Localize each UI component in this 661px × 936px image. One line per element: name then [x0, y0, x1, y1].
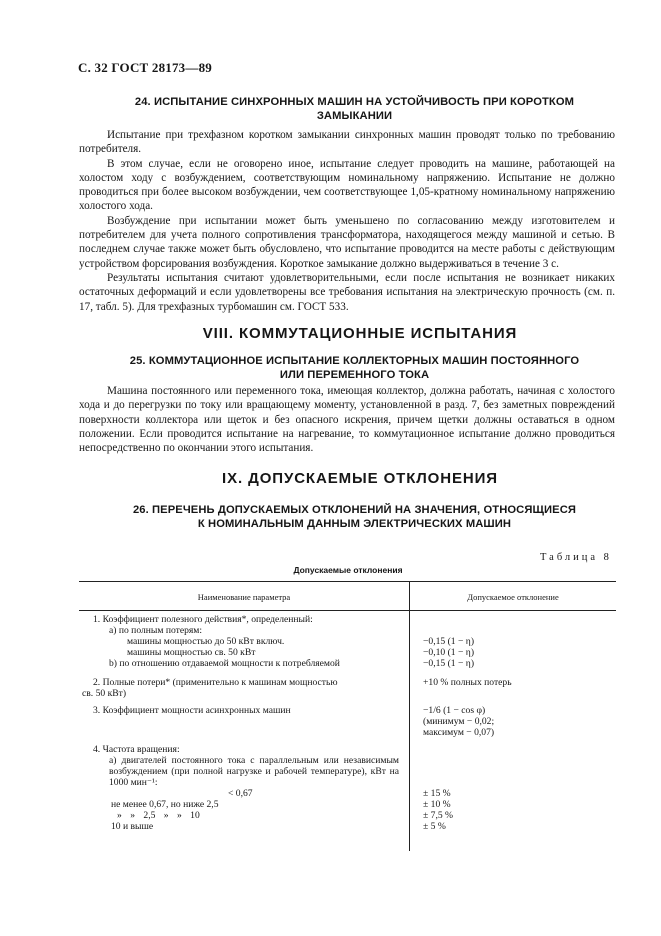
row-2-line-1: 2. Полные потери* (применительно к машинам мощностью	[93, 677, 338, 688]
section-26-title	[92, 503, 617, 531]
section-24-paragraph-4: Результаты испытания считают удовлетворительными, если после испытания не возникает никаких остаточных деформаций и если удовлетворены все требования испытания на электрическую прочность (см. п. 17, табл. 5). Для трехфазных турбомашин см. ГОСТ 533.	[79, 271, 615, 313]
section-25-title-line2: ИЛИ ПЕРЕМЕННОГО ТОКА	[279, 369, 430, 381]
table-row-1-parameter	[93, 615, 340, 670]
table-row-1-deviation	[423, 637, 474, 670]
row-4-value-4: ± 5 %	[423, 820, 446, 832]
row-4-line-2: а) двигателей постоянного тока с параллельным или независимым возбуждением (при полной нагрузке и рабочей температуре), кВт на 1000 мин⁻¹:	[109, 755, 399, 788]
row-1-line-4: машины мощностью св. 50 кВт	[127, 646, 256, 658]
row-2-line-2: св. 50 кВт)	[82, 687, 127, 699]
section-24-title-line2: ЗАМЫКАНИИ	[316, 110, 393, 122]
chapter-9-title: IX. ДОПУСКАЕМЫЕ ОТКЛОНЕНИЯ	[222, 470, 498, 487]
section-24-body	[79, 128, 615, 314]
row-4-line-5: » » 2,5 » » 10	[117, 809, 200, 821]
section-24-title-line1: 24. ИСПЫТАНИЕ СИНХРОННЫХ МАШИН НА УСТОЙЧИВОСТЬ ПРИ КОРОТКОМ	[134, 96, 575, 108]
row-3-line-1: 3. Коэффициент мощности асинхронных машин	[93, 705, 291, 716]
row-3-value-2: (минимум − 0,02;	[423, 715, 495, 727]
table-row-3-parameter	[93, 706, 291, 717]
row-1-line-1: 1. Коэффициент полезного действия*, определенный:	[93, 614, 313, 625]
table-row-2-deviation	[423, 678, 512, 689]
table-row-4-subitem-a	[109, 756, 399, 789]
row-4-value-3: ± 7,5 %	[423, 809, 454, 821]
row-1-value-3: −0,15 (1 − η)	[423, 657, 475, 669]
table-header-rule	[79, 610, 616, 611]
row-3-value-3: максимум − 0,07)	[423, 726, 495, 738]
table-header-deviation: Допускаемое отклонение	[467, 592, 559, 602]
row-4-value-2: ± 10 %	[423, 798, 451, 810]
section-25-paragraph-1: Машина постоянного или переменного тока, имеющая коллектор, должна работать, начиная с холостого хода и до перегрузки по току или вращающему моменту, установленной в разд. 7, без заметных повреждений поверхности коллектора или щеток и без опасного искрения, причем щетки должны оставаться в одном положении. Если проводится испытание на нагревание, то коммутационное испытание должно проводиться непосредственно по окончании этого испытания.	[79, 385, 615, 455]
row-2-value-1: +10 % полных потерь	[423, 677, 512, 688]
section-24-title	[92, 95, 617, 123]
section-25-title	[92, 354, 617, 382]
row-1-line-5: b) по отношению отдаваемой мощности к потребляемой	[109, 657, 340, 669]
section-25-body	[79, 384, 615, 455]
section-24-paragraph-3: Возбуждение при испытании может быть уменьшено по согласованию между изготовителем и потребителем для учета полного сопротивления трансформатора, находящегося между машиной и сетью. В последнем случае также может быть обусловлено, что испытание проводится на месте работы с действующим устройством форсирования возбуждения. Короткое замыкание должно выдерживаться в течение 3 с.	[79, 214, 615, 270]
row-4-line-1: 4. Частота вращения:	[93, 744, 180, 755]
page-header: С. 32 ГОСТ 28173—89	[78, 60, 212, 75]
section-24-paragraph-1: Испытание при трехфазном коротком замыкании синхронных машин проводят только по требованию потребителя.	[79, 129, 615, 156]
row-4-line-3: < 0,67	[228, 788, 253, 799]
row-1-value-1: −0,15 (1 − η)	[423, 636, 475, 647]
table-title: Допускаемые отклонения	[293, 565, 403, 575]
row-1-value-2: −0,10 (1 − η)	[423, 646, 475, 658]
row-1-line-3: машины мощностью до 50 кВт включ.	[127, 635, 285, 647]
row-1-line-2: а) по полным потерям:	[109, 624, 203, 636]
section-26-title-line1: 26. ПЕРЕЧЕНЬ ДОПУСКАЕМЫХ ОТКЛОНЕНИЙ НА ЗНАЧЕНИЯ, ОТНОСЯЩИЕСЯ	[132, 504, 577, 516]
section-26-title-line2: К НОМИНАЛЬНЫМ ДАННЫМ ЭЛЕКТРИЧЕСКИХ МАШИН	[197, 518, 512, 530]
row-4-value-1: ± 15 %	[423, 788, 451, 799]
table-row-4-deviation	[423, 789, 453, 833]
table-column-divider	[409, 581, 410, 851]
section-25-title-line1: 25. КОММУТАЦИОННОЕ ИСПЫТАНИЕ КОЛЛЕКТОРНЫХ МАШИН ПОСТОЯННОГО	[129, 355, 580, 367]
row-3-value-1: −1/6 (1 − cos φ)	[423, 705, 486, 716]
table-top-rule	[79, 581, 616, 582]
section-24-paragraph-2: В этом случае, если не оговорено иное, испытание следует проводить на машине, работающей на холостом ходу с возбуждением, соответствующим номинальному напряжению. Испытание не должно проводиться при более высоком возбуждении, чем соответствующее 1,05-кратному номинальному напряжению холостого хода.	[79, 157, 615, 213]
chapter-8-title: VIII. КОММУТАЦИОННЫЕ ИСПЫТАНИЯ	[202, 325, 518, 342]
row-4-line-4: не менее 0,67, но ниже 2,5	[111, 798, 219, 810]
table-row-4-ranges	[111, 789, 253, 833]
table-header-parameter: Наименование параметра	[197, 592, 291, 602]
table-row-2-parameter	[82, 678, 338, 700]
table-row-3-deviation	[423, 706, 494, 739]
table-number: Таблица 8	[540, 552, 612, 563]
row-4-line-6: 10 и выше	[111, 820, 154, 832]
